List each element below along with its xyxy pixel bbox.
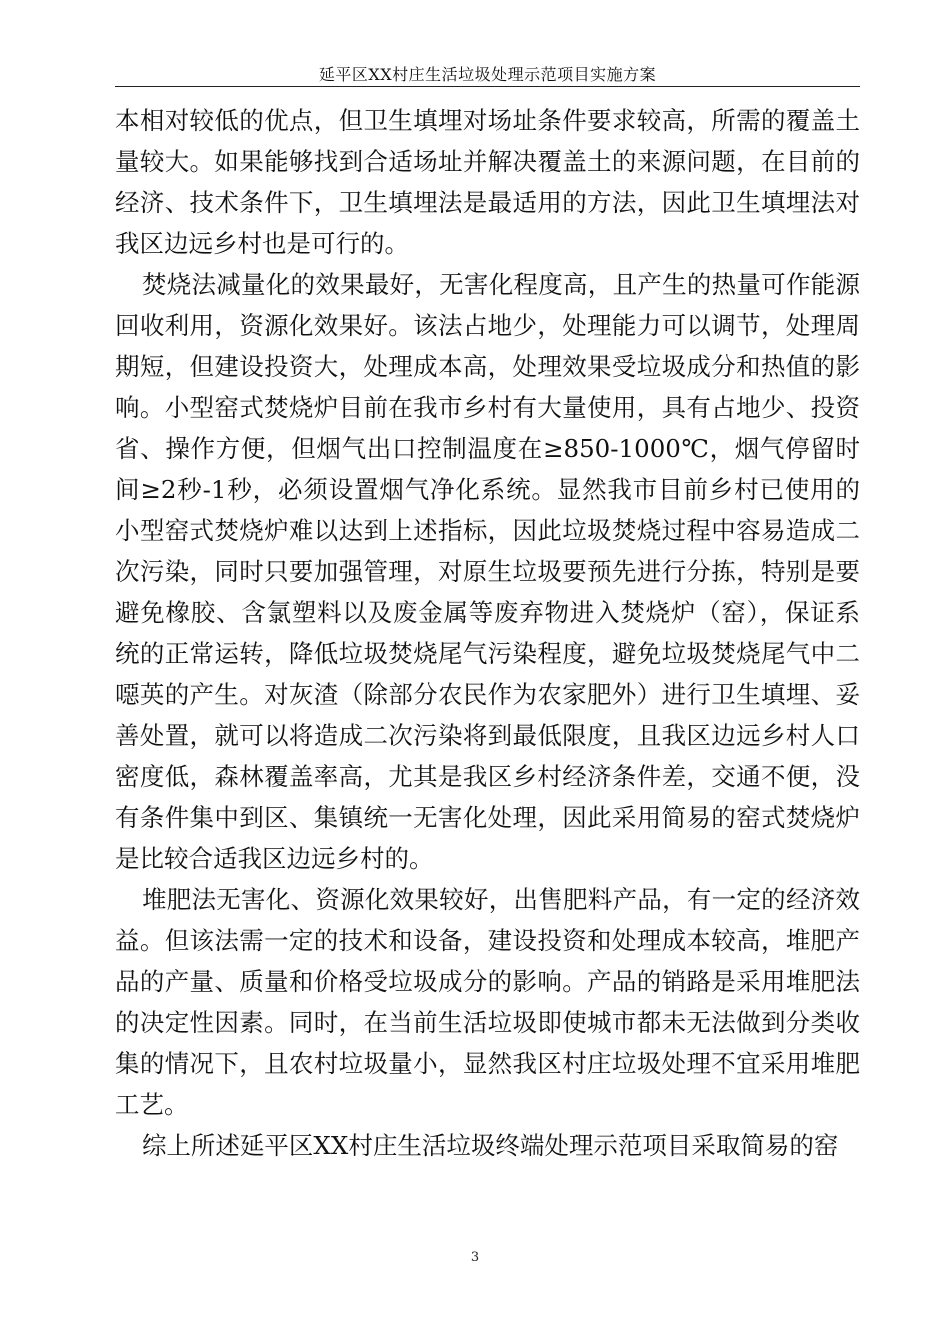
- header-divider: [115, 86, 860, 87]
- paragraph-incineration: 焚烧法减量化的效果最好，无害化程度高，且产生的热量可作能源回收利用，资源化效果好。该法占地少，处理能力可以调节，处理周期短，但建设投资大，处理成本高，处理效果受垃圾成分和热值的影响。小型窑式焚烧炉目前在我市乡村有大量使用，具有占地少、投资省、操作方便，但烟气出口控制温度在≥850-1000℃，烟气停留时间≥2秒-1秒，必须设置烟气净化系统。显然我市目前乡村已使用的小型窑式焚烧炉难以达到上述指标，因此垃圾焚烧过程中容易造成二次污染，同时只要加强管理，对原生垃圾要预先进行分拣，特别是要避免橡胶、含氯塑料以及废金属等废弃物进入焚烧炉（窑），保证系统的正常运转，降低垃圾焚烧尾气污染程度，避免垃圾焚烧尾气中二噁英的产生。对灰渣（除部分农民作为农家肥外）进行卫生填埋、妥善处置，就可以将造成二次污染将到最低限度，且我区边远乡村人口密度低，森林覆盖率高，尤其是我区乡村经济条件差，交通不便，没有条件集中到区、集镇统一无害化处理，因此采用简易的窑式焚烧炉是比较合适我区边远乡村的。: [115, 270, 860, 873]
- paragraph-composting: 堆肥法无害化、资源化效果较好，出售肥料产品，有一定的经济效益。但该法需一定的技术和设备，建设投资和处理成本较高，堆肥产品的产量、质量和价格受垃圾成分的影响。产品的销路是采用堆肥法的决定性因素。同时，在当前生活垃圾即使城市都未无法做到分类收集的情况下，且农村垃圾量小，显然我区村庄垃圾处理不宜采用堆肥工艺。: [115, 885, 860, 1119]
- paragraph-conclusion: 综上所述延平区XX村庄生活垃圾终端处理示范项目采取简易的窑: [141, 1131, 839, 1160]
- running-header: 延平区XX村庄生活垃圾处理示范项目实施方案: [318, 65, 657, 84]
- document-body: [115, 100, 860, 1166]
- page-number: 3: [470, 1250, 480, 1265]
- paragraph-landfill-continued: 本相对较低的优点，但卫生填埋对场址条件要求较高，所需的覆盖土量较大。如果能够找到合适场址并解决覆盖土的来源问题，在目前的经济、技术条件下，卫生填埋法是最适用的方法，因此卫生填埋法对我区边远乡村也是可行的。: [115, 106, 860, 258]
